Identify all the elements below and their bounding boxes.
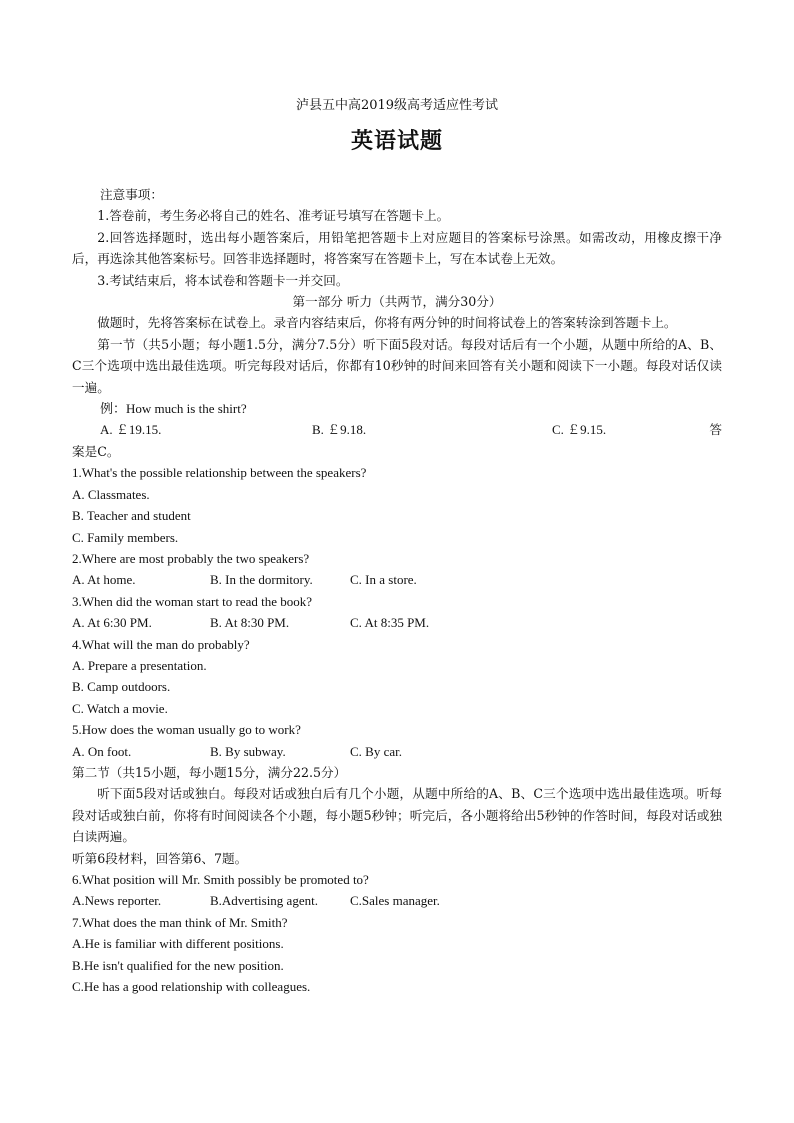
question-2: 2.Where are most probably the two speakers? (72, 550, 310, 566)
notice-heading: 注意事项： (100, 187, 163, 202)
question-5-options (72, 741, 722, 762)
exam-title: 英语试题 (350, 128, 443, 154)
question-6: 6.What position will Mr. Smith possibly be promoted to? (72, 872, 369, 887)
section2-intro: 听下面5段对话或独白。每段对话或独白后有几个小题，从题中所给的A、B、C三个选项中选出最佳选项。听每段对话或独白前，你将有时间阅读各个小题，每小题5秒钟；听完后，各小题将给出5秒钟的作答时间，每段对话或独白读两遍。 (72, 786, 722, 845)
question-4-option-b: B. Camp outdoors. (72, 679, 171, 695)
question-2-option-c: C. In a store. (350, 572, 417, 588)
example-option-a: A. ￡19.15. (100, 422, 162, 438)
exam-page (72, 96, 722, 997)
part1-heading: 第一部分 听力（共两节，满分30分） (292, 294, 502, 310)
question-3: 3.When did the woman start to read the book? (72, 593, 313, 609)
section1-intro: 第一节（共5小题；每小题1.5分，满分7.5分）听下面5段对话。每段对话后有一个小题，从题中所给的A、B、C三个选项中选出最佳选项。听完每段对话后，你都有10秒钟的时间来回答有关小题和阅读下一小题。每段对话仅读一遍。 (72, 336, 722, 395)
notice-item-2: 2.回答选择题时，选出每小题答案后，用铅笔把答题卡上对应题目的答案标号涂黑。如需改动，用橡皮擦干净后，再选涂其他答案标号。回答非选择题时，将答案写在答题卡上，写在本试卷上无效。 (72, 229, 722, 267)
question-7: 7.What does the man think of Mr. Smith? (72, 914, 288, 930)
question-4: 4.What will the man do probably? (72, 636, 250, 652)
question-1-option-c: C. Family members. (72, 529, 179, 545)
example-options (72, 419, 722, 440)
material-6-instruction: 听第6段材料，回答第6、7题。 (72, 850, 248, 866)
question-4-option-a: A. Prepare a presentation. (72, 657, 207, 673)
question-5-option-c: C. By car. (350, 743, 402, 759)
question-4-option-c: C. Watch a movie. (72, 700, 168, 716)
question-3-option-b: B. At 8:30 PM. (210, 615, 290, 631)
question-6-option-c: C.Sales manager. (350, 893, 440, 909)
question-7-option-a: A.He is familiar with different positions. (72, 936, 284, 952)
question-1: 1.What's the possible relationship between the speakers? (72, 465, 367, 481)
example-question: 例：How much is the shirt? (100, 401, 247, 417)
exam-subtitle: 泸县五中高2019级高考适应性考试 (295, 98, 499, 113)
question-1-option-b: B. Teacher and student (72, 508, 191, 524)
question-5-option-b: B. By subway. (210, 743, 286, 759)
question-3-option-c: C. At 8:35 PM. (350, 615, 430, 631)
question-7-option-c: C.He has a good relationship with colleagues. (72, 979, 311, 995)
question-6-options (72, 890, 722, 911)
part1-intro: 做题时，先将答案标在试卷上。录音内容结束后，你将有两分钟的时间将试卷上的答案转涂到答题卡上。 (97, 315, 677, 331)
notice-item-1: 1.答卷前，考生务必将自己的姓名、准考证号填写在答题卡上。 (97, 208, 450, 224)
question-3-options (72, 612, 722, 633)
question-3-option-a: A. At 6:30 PM. (72, 615, 152, 631)
question-5-option-a: A. On foot. (72, 743, 132, 759)
question-2-option-b: B. In the dormitory. (210, 572, 313, 588)
question-1-option-a: A. Classmates. (72, 486, 150, 502)
example-option-c: C. ￡9.15. (552, 422, 607, 438)
question-7-option-b: B.He isn't qualified for the new position. (72, 957, 284, 973)
example-option-b: B. ￡9.18. (312, 422, 367, 438)
question-6-option-b: B.Advertising agent. (210, 893, 318, 909)
question-5: 5.How does the woman usually go to work? (72, 722, 301, 738)
question-6-option-a: A.News reporter. (72, 893, 162, 909)
question-2-options (72, 569, 722, 590)
example-answer-start: 答 (709, 422, 722, 438)
example-answer-end: 案是C。 (72, 443, 120, 459)
notice-item-3: 3.考试结束后，将本试卷和答题卡一并交回。 (97, 272, 349, 288)
question-2-option-a: A. At home. (72, 572, 136, 588)
section2-heading: 第二节（共15小题，每小题15分，满分22.5分） (72, 764, 347, 780)
